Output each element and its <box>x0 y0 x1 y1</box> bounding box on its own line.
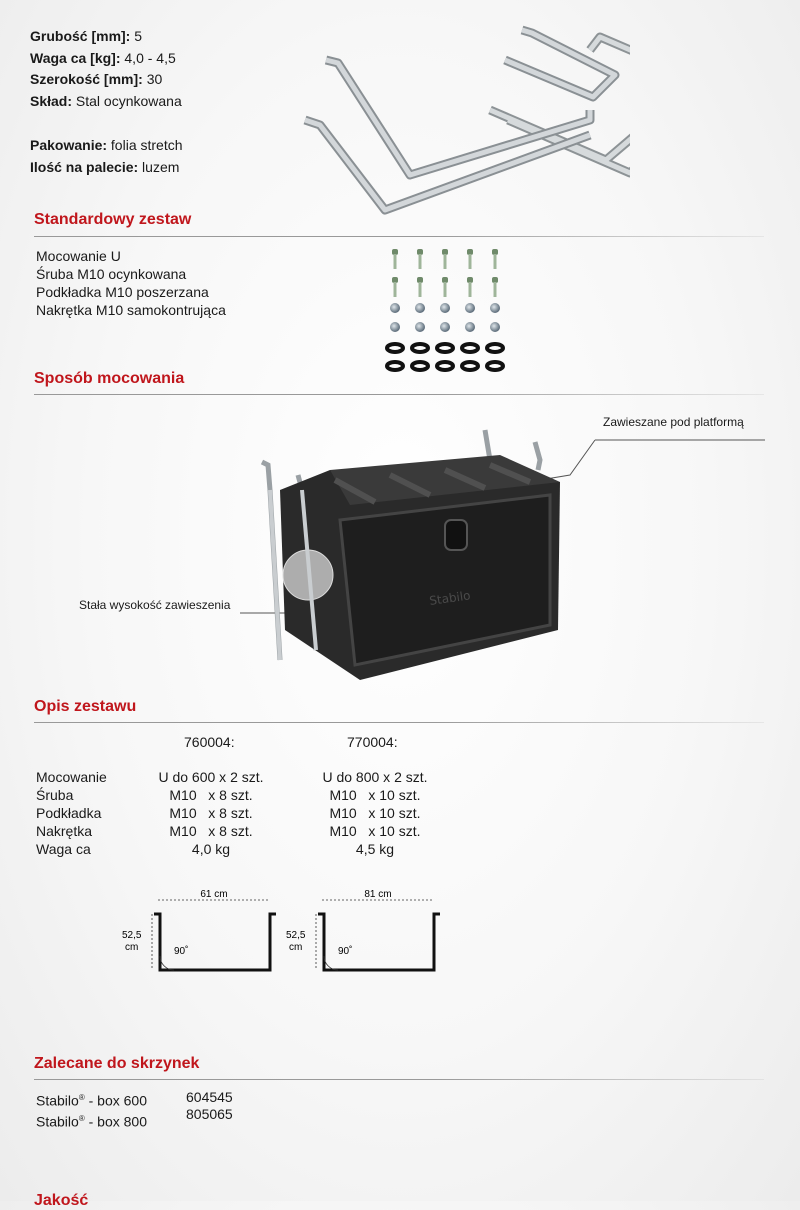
product-code: 805065 <box>186 1106 233 1122</box>
section-divider <box>34 236 764 237</box>
table-row-label: Nakrętka <box>36 823 93 839</box>
table-cell: 4,0 kg <box>191 841 231 857</box>
hardware-set-image <box>380 245 515 375</box>
table-row-label: Śruba <box>36 787 74 803</box>
spec-list <box>30 26 182 112</box>
box-brand-label: Stabilo <box>428 588 472 608</box>
section-title-quality: Jakość <box>34 1192 89 1209</box>
recommended-codes <box>186 1089 233 1123</box>
callout-fixed-height: Stała wysokość zawieszenia <box>79 598 231 612</box>
bolt-icon <box>442 249 448 269</box>
spec-material: Skład: Stal ocynkowana <box>30 92 182 109</box>
list-item: Mocowanie U <box>36 248 121 264</box>
callout-under-platform: Zawieszane pod platformą <box>603 415 744 429</box>
list-item: Stabilo® - box 600 <box>36 1092 147 1109</box>
table-cell: M10 x 8 szt. <box>169 787 253 803</box>
section-title-standard-set: Standardowy zestaw <box>34 211 192 228</box>
dimension-width-label: 81 cm <box>364 889 392 900</box>
column-header-770004: 770004: <box>347 734 398 750</box>
table-cell: M10 x 8 szt. <box>169 805 253 821</box>
product-code: 604545 <box>186 1089 233 1105</box>
nut-icons <box>390 303 500 332</box>
dimension-diagram-800 <box>282 888 452 978</box>
dimension-height-unit: cm <box>289 942 303 953</box>
table-cell: M10 x 10 szt. <box>329 805 421 821</box>
section-title-mounting: Sposób mocowania <box>34 370 185 387</box>
table-row-label: Waga ca <box>36 841 91 857</box>
dimension-height-label: 52,5 <box>122 930 142 941</box>
list-item: Nakrętka M10 samokontrująca <box>36 302 226 318</box>
table-cell: U do 800 x 2 szt. <box>322 769 428 785</box>
standard-set-list <box>36 247 226 319</box>
table-row-label: Mocowanie <box>36 769 107 785</box>
list-item: Podkładka M10 poszerzana <box>36 284 209 300</box>
dimension-height-label: 52,5 <box>286 930 306 941</box>
dimension-width-label: 61 cm <box>200 889 228 900</box>
mounted-box-image <box>240 420 800 690</box>
bolt-icon <box>467 249 473 269</box>
u-bracket-image <box>300 15 630 215</box>
bolt-icon <box>492 277 498 297</box>
washer-icons <box>387 344 503 370</box>
bolt-icon <box>417 277 423 297</box>
table-cell: 4,5 kg <box>355 841 395 857</box>
spec-weight: Waga ca [kg]: 4,0 - 4,5 <box>30 49 176 66</box>
section-title-set-description: Opis zestawu <box>34 698 137 715</box>
bolt-icon <box>442 277 448 297</box>
list-item: Śruba M10 ocynkowana <box>36 266 187 282</box>
bolt-icon <box>392 249 398 269</box>
table-cell: U do 600 x 2 szt. <box>158 769 264 785</box>
angle-label: 90˚ <box>174 946 189 957</box>
bolt-icon <box>392 277 398 297</box>
recommended-list <box>36 1089 147 1130</box>
pallet-quantity: Ilość na palecie: luzem <box>30 158 180 175</box>
dimension-height-unit: cm <box>125 942 139 953</box>
table-cell: M10 x 10 szt. <box>329 823 421 839</box>
packing-type: Pakowanie: folia stretch <box>30 137 183 153</box>
dimension-diagram-600 <box>118 888 288 978</box>
column-header-760004: 760004: <box>184 734 235 750</box>
section-divider <box>34 1079 764 1080</box>
angle-label: 90˚ <box>338 946 353 957</box>
section-title-recommended: Zalecane do skrzynek <box>34 1055 200 1072</box>
table-row-label: Podkładka <box>36 805 102 821</box>
bolt-icon <box>467 277 473 297</box>
packing-list <box>30 135 183 178</box>
table-cell: M10 x 10 szt. <box>329 787 421 803</box>
list-item: Stabilo® - box 800 <box>36 1113 147 1130</box>
spec-thickness: Grubość [mm]: 5 <box>30 28 143 44</box>
bolt-icon <box>492 249 498 269</box>
section-divider <box>34 722 764 723</box>
bolt-icon <box>417 249 423 269</box>
spec-width: Szerokość [mm]: 30 <box>30 71 163 87</box>
section-divider <box>34 394 764 395</box>
table-cell: M10 x 8 szt. <box>169 823 253 839</box>
